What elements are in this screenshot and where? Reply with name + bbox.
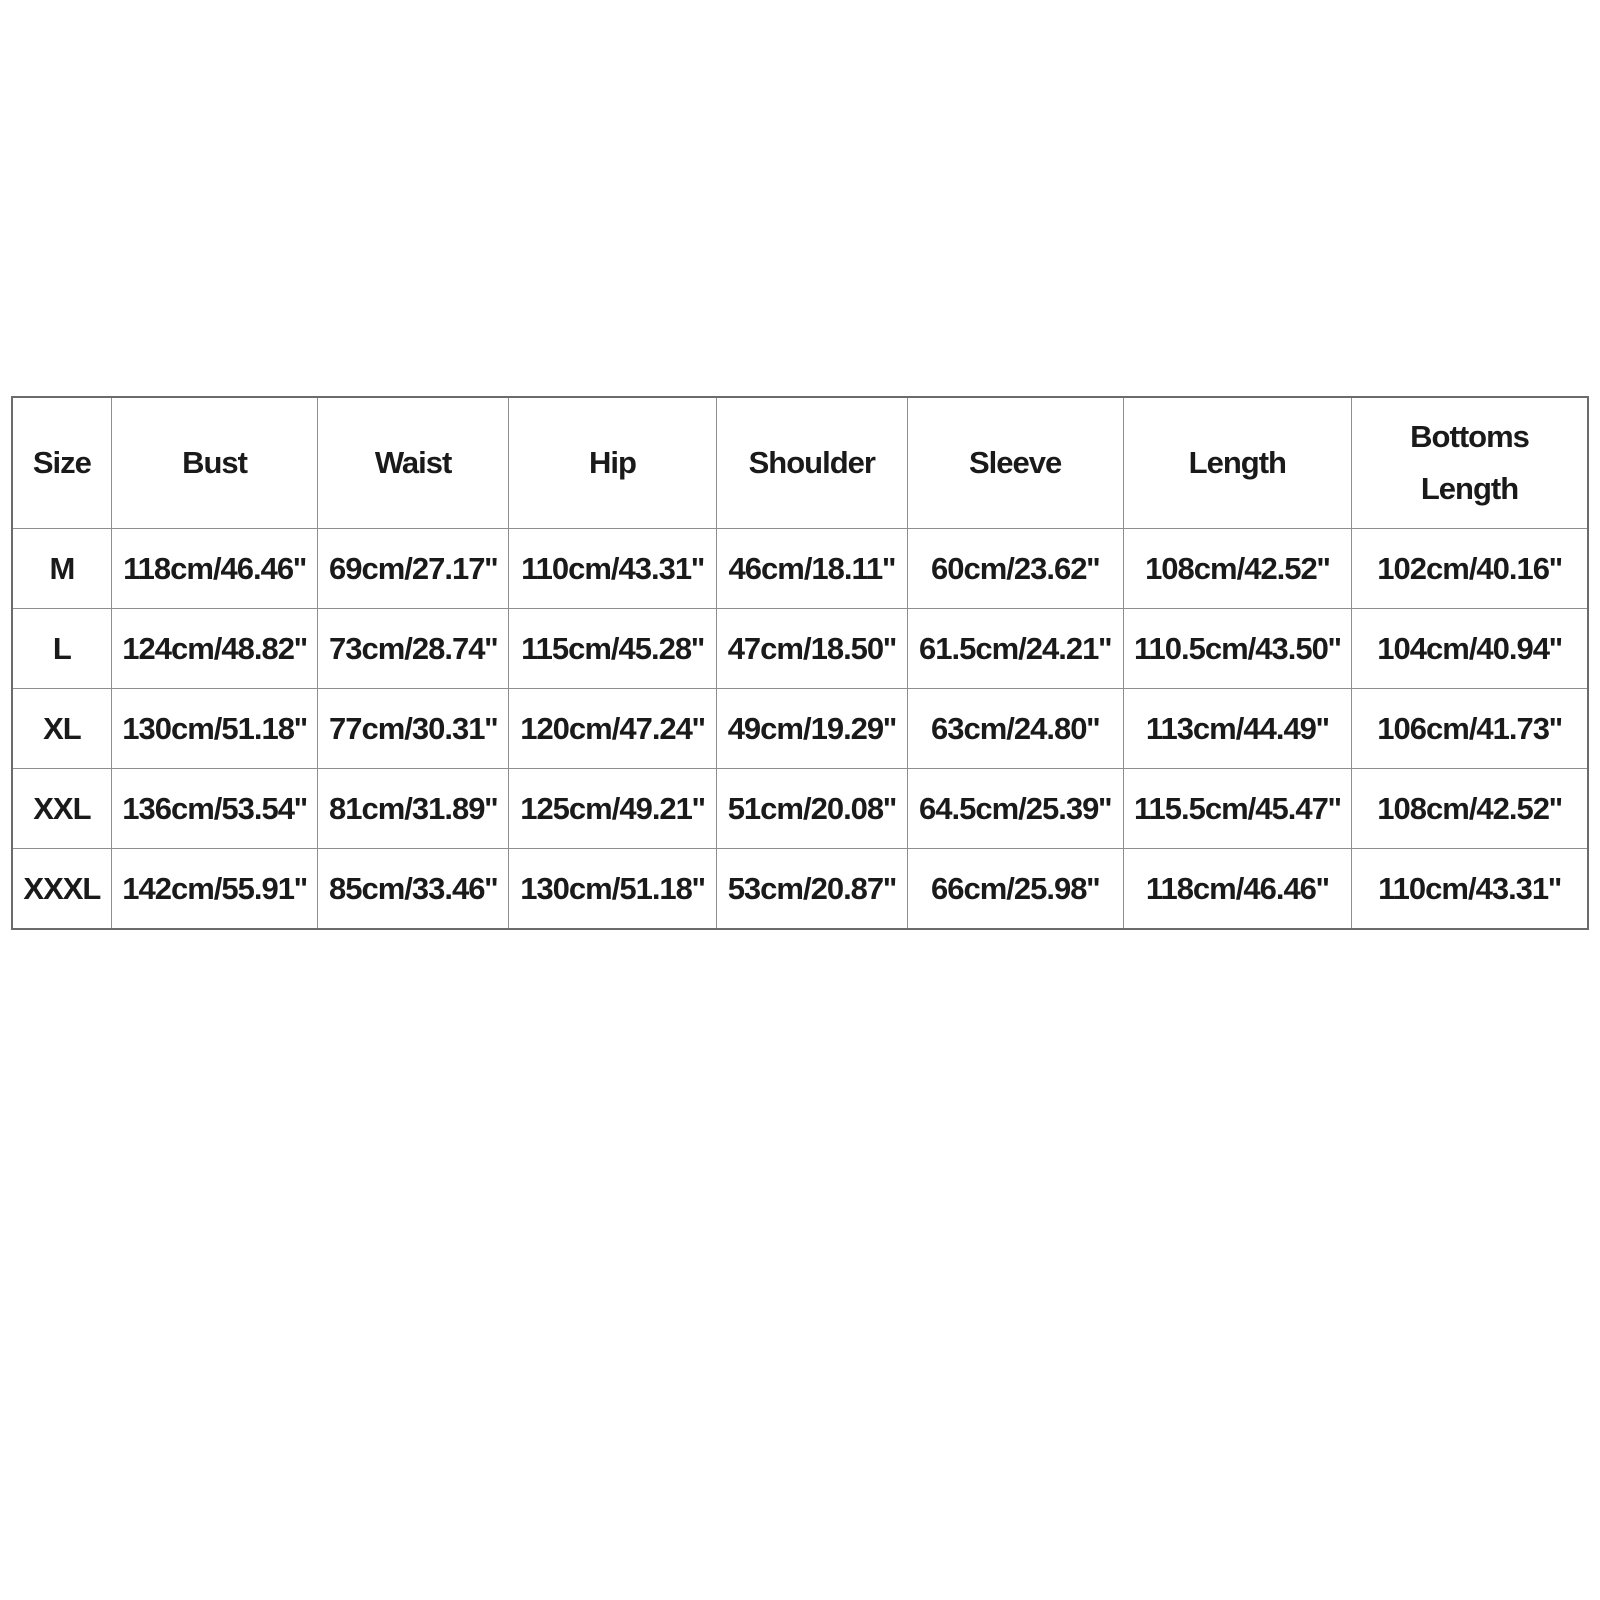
- table-row: [12, 769, 1588, 849]
- table-row: [12, 689, 1588, 769]
- header-bottoms-length: [1352, 397, 1588, 529]
- cell-length: 113cm/44.49'': [1123, 689, 1352, 769]
- cell-length: 110.5cm/43.50'': [1123, 609, 1352, 689]
- cell-shoulder: 53cm/20.87'': [716, 849, 907, 930]
- cell-hip: 110cm/43.31'': [508, 529, 716, 609]
- cell-bust: 142cm/55.91'': [111, 849, 317, 930]
- cell-sleeve: 64.5cm/25.39'': [907, 769, 1123, 849]
- cell-sleeve: 66cm/25.98'': [907, 849, 1123, 930]
- cell-sleeve: 60cm/23.62'': [907, 529, 1123, 609]
- cell-waist: 73cm/28.74'': [318, 609, 509, 689]
- header-bust: Bust: [111, 397, 317, 529]
- size-chart-table: [11, 396, 1589, 930]
- size-chart: [11, 396, 1589, 924]
- header-row: [12, 397, 1588, 529]
- cell-size: XL: [12, 689, 111, 769]
- cell-shoulder: 51cm/20.08'': [716, 769, 907, 849]
- cell-bottoms-length: 104cm/40.94'': [1352, 609, 1588, 689]
- cell-bust: 136cm/53.54'': [111, 769, 317, 849]
- header-sleeve: Sleeve: [907, 397, 1123, 529]
- cell-bust: 130cm/51.18'': [111, 689, 317, 769]
- cell-hip: 125cm/49.21'': [508, 769, 716, 849]
- cell-size: L: [12, 609, 111, 689]
- header-bottoms-length-line-1: Bottoms: [1410, 419, 1529, 454]
- cell-sleeve: 61.5cm/24.21'': [907, 609, 1123, 689]
- cell-length: 118cm/46.46'': [1123, 849, 1352, 930]
- cell-hip: 115cm/45.28'': [508, 609, 716, 689]
- cell-shoulder: 46cm/18.11'': [716, 529, 907, 609]
- header-shoulder: Shoulder: [716, 397, 907, 529]
- cell-bust: 124cm/48.82'': [111, 609, 317, 689]
- header-length: Length: [1123, 397, 1352, 529]
- cell-waist: 69cm/27.17'': [318, 529, 509, 609]
- header-bottoms-length-line-2: Length: [1420, 471, 1519, 506]
- cell-bottoms-length: 108cm/42.52'': [1352, 769, 1588, 849]
- cell-hip: 130cm/51.18'': [508, 849, 716, 930]
- table-row: [12, 609, 1588, 689]
- cell-hip: 120cm/47.24'': [508, 689, 716, 769]
- cell-waist: 85cm/33.46'': [318, 849, 509, 930]
- cell-size: XXL: [12, 769, 111, 849]
- cell-length: 115.5cm/45.47'': [1123, 769, 1352, 849]
- cell-waist: 81cm/31.89'': [318, 769, 509, 849]
- cell-bottoms-length: 102cm/40.16'': [1352, 529, 1588, 609]
- cell-waist: 77cm/30.31'': [318, 689, 509, 769]
- cell-bottoms-length: 106cm/41.73'': [1352, 689, 1588, 769]
- table-row: [12, 529, 1588, 609]
- cell-shoulder: 49cm/19.29'': [716, 689, 907, 769]
- table-row: [12, 849, 1588, 930]
- cell-length: 108cm/42.52'': [1123, 529, 1352, 609]
- header-hip: Hip: [508, 397, 716, 529]
- cell-shoulder: 47cm/18.50'': [716, 609, 907, 689]
- header-size: Size: [12, 397, 111, 529]
- cell-bottoms-length: 110cm/43.31'': [1352, 849, 1588, 930]
- cell-size: M: [12, 529, 111, 609]
- cell-size: XXXL: [12, 849, 111, 930]
- cell-bust: 118cm/46.46'': [111, 529, 317, 609]
- header-waist: Waist: [318, 397, 509, 529]
- cell-sleeve: 63cm/24.80'': [907, 689, 1123, 769]
